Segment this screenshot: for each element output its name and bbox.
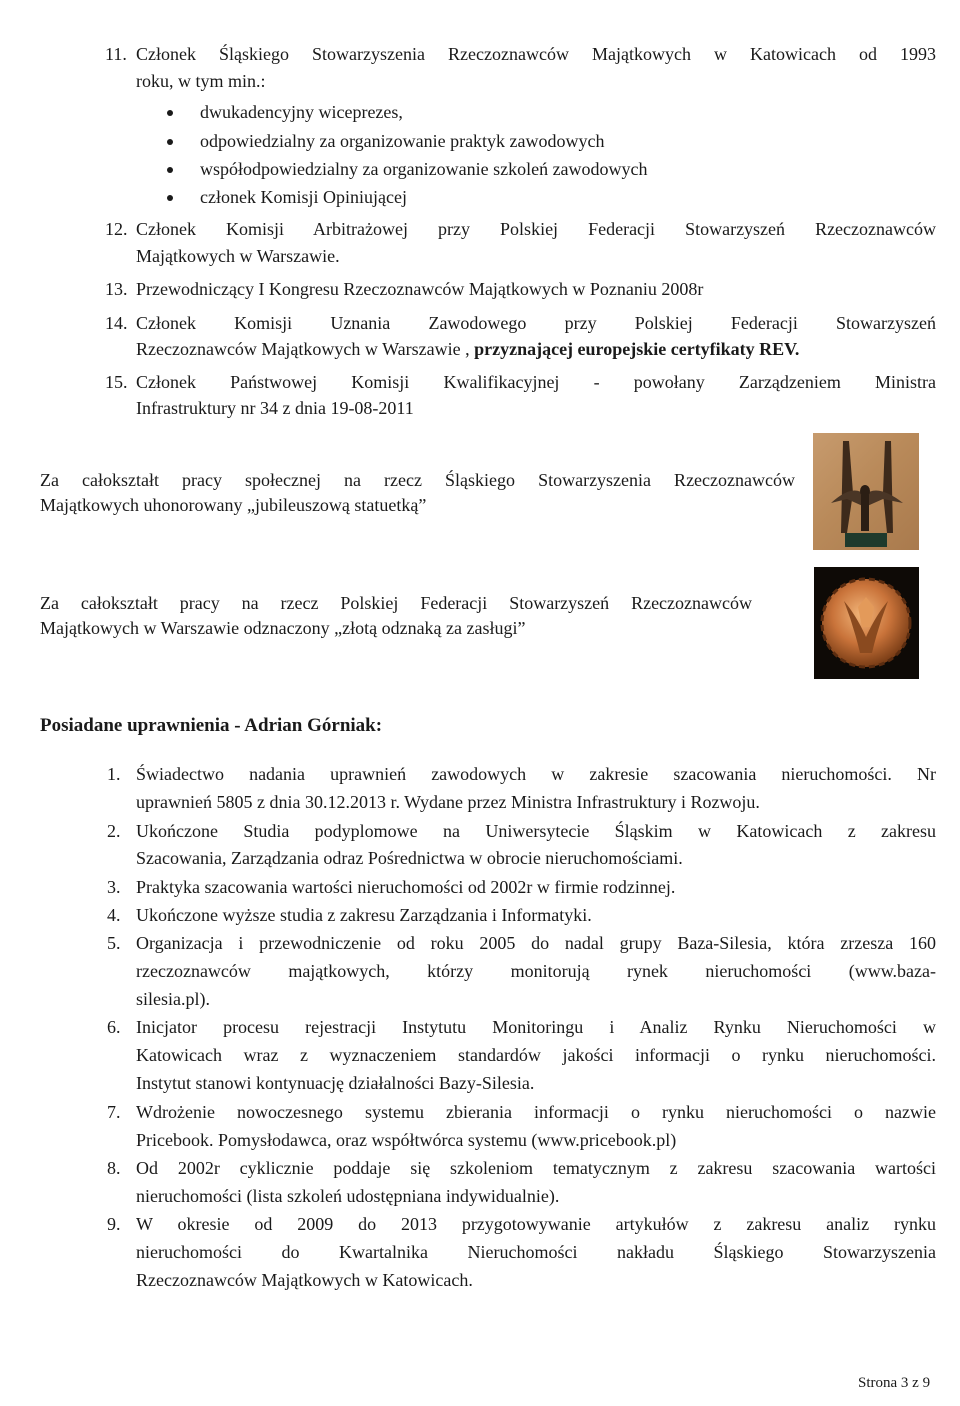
item-text: Przewodniczący I Kongresu Rzeczoznawców Majątkowych w Poznaniu 2008r (136, 279, 704, 299)
item-text-bold: przyznającej europejskie certyfikaty REV. (474, 339, 800, 359)
item-number: 9. (107, 1214, 121, 1234)
list-item: odpowiedzialny za organizowanie praktyk zawodowych (200, 131, 605, 151)
award-text-cont: Majątkowych w Warszawie odznaczony „złotą odznaką za zasługi” (40, 618, 526, 638)
list-item: Inicjator procesu rejestracji Instytutu Monitoringu i Analiz Rynku Nieruchomości w (136, 1017, 936, 1037)
statuette-image (813, 433, 919, 550)
item-number: 15. (105, 372, 128, 392)
item-number: 4. (107, 905, 121, 925)
bullet-icon (167, 167, 173, 173)
page-number: Strona 3 z 9 (858, 1375, 931, 1391)
list-item-cont: nieruchomości (lista szkoleń udostępniana indywidualnie). (136, 1186, 560, 1206)
list-item-cont: Instytut stanowi kontynuację działalności Bazy-Silesia. (136, 1073, 535, 1093)
list-item: Wdrożenie nowoczesnego systemu zbierania informacji o rynku nieruchomości o nazwie (136, 1102, 936, 1122)
item-number: 1. (107, 764, 121, 784)
list-item: Praktyka szacowania wartości nieruchomości od 2002r w firmie rodzinnej. (136, 877, 676, 897)
bullet-icon (167, 139, 173, 145)
list-item: W okresie od 2009 do 2013 przygotowywanie artykułów z zakresu analiz rynku (136, 1214, 936, 1234)
award-text: Za całokształt pracy na rzecz Polskiej Federacji Stowarzyszeń Rzeczoznawców (40, 593, 752, 613)
item-number: 14. (105, 313, 128, 333)
item-number: 7. (107, 1102, 121, 1122)
item-number: 8. (107, 1158, 121, 1178)
list-item-cont: nieruchomości do Kwartalnika Nieruchomości nakładu Śląskiego Stowarzyszenia (136, 1242, 936, 1262)
badge-image (814, 567, 919, 679)
list-item-cont: silesia.pl). (136, 989, 210, 1009)
list-item: Od 2002r cyklicznie poddaje się szkoleniom tematycznym z zakresu szacowania wartości (136, 1158, 936, 1178)
list-item-cont: Rzeczoznawców Majątkowych w Katowicach. (136, 1270, 473, 1290)
award-text: Za całokształt pracy społecznej na rzecz Śląskiego Stowarzyszenia Rzeczoznawców (40, 470, 795, 490)
list-item: dwukadencyjny wiceprezes, (200, 102, 403, 122)
list-item-cont: uprawnień 5805 z dnia 30.12.2013 r. Wydane przez Ministra Infrastruktury i Rozwoju. (136, 792, 760, 812)
list-item: Świadectwo nadania uprawnień zawodowych w zakresie szacowania nieruchomości. Nr (136, 764, 936, 784)
item-number: 5. (107, 933, 121, 953)
list-item: Ukończone wyższe studia z zakresu Zarządzania i Informatyki. (136, 905, 592, 925)
item-text-cont: Infrastruktury nr 34 z dnia 19-08-2011 (136, 398, 414, 418)
list-item-cont: Szacowania, Zarządzania odraz Pośrednictwa w obrocie nieruchomościami. (136, 848, 683, 868)
list-item-cont: Katowicach wraz z wyznaczeniem standardów jakości informacji o rynku nieruchomości. (136, 1045, 936, 1065)
list-item-cont: Pricebook. Pomysłodawca, oraz współtwórca systemu (www.pricebook.pl) (136, 1130, 677, 1150)
item-text-cont (136, 339, 799, 360)
item-text-cont: Majątkowych w Warszawie. (136, 246, 340, 266)
item-number: 11. (105, 44, 127, 64)
item-number: 12. (105, 219, 128, 239)
item-number: 13. (105, 279, 128, 299)
award-text-cont: Majątkowych uhonorowany „jubileuszową statuetką” (40, 495, 427, 515)
section-heading: Posiadane uprawnienia - Adrian Górniak: (40, 715, 383, 736)
list-item: Organizacja i przewodniczenie od roku 2005 do nadal grupy Baza-Silesia, która zrzesza 160 (136, 933, 936, 953)
item-text-plain: Rzeczoznawców Majątkowych w Warszawie , (136, 339, 475, 359)
item-text: Członek Komisji Uznania Zawodowego przy Polskiej Federacji Stowarzyszeń (136, 313, 936, 333)
bullet-icon (167, 110, 173, 116)
list-item: współodpowiedzialny za organizowanie szkoleń zawodowych (200, 159, 648, 179)
item-text: Członek Komisji Arbitrażowej przy Polskiej Federacji Stowarzyszeń Rzeczoznawców (136, 219, 936, 239)
item-text: Członek Śląskiego Stowarzyszenia Rzeczoznawców Majątkowych w Katowicach od 1993 (136, 44, 936, 64)
item-number: 2. (107, 821, 121, 841)
list-item-cont: rzeczoznawców majątkowych, którzy monitorują rynek nieruchomości (www.baza- (136, 961, 936, 981)
list-item: członek Komisji Opiniującej (200, 187, 407, 207)
item-text-cont: roku, w tym min.: (136, 71, 266, 91)
item-text: Członek Państwowej Komisji Kwalifikacyjnej - powołany Zarządzeniem Ministra (136, 372, 936, 392)
bullet-icon (167, 195, 173, 201)
list-item: Ukończone Studia podyplomowe na Uniwersytecie Śląskim w Katowicach z zakresu (136, 821, 936, 841)
item-number: 3. (107, 877, 121, 897)
item-number: 6. (107, 1017, 121, 1037)
